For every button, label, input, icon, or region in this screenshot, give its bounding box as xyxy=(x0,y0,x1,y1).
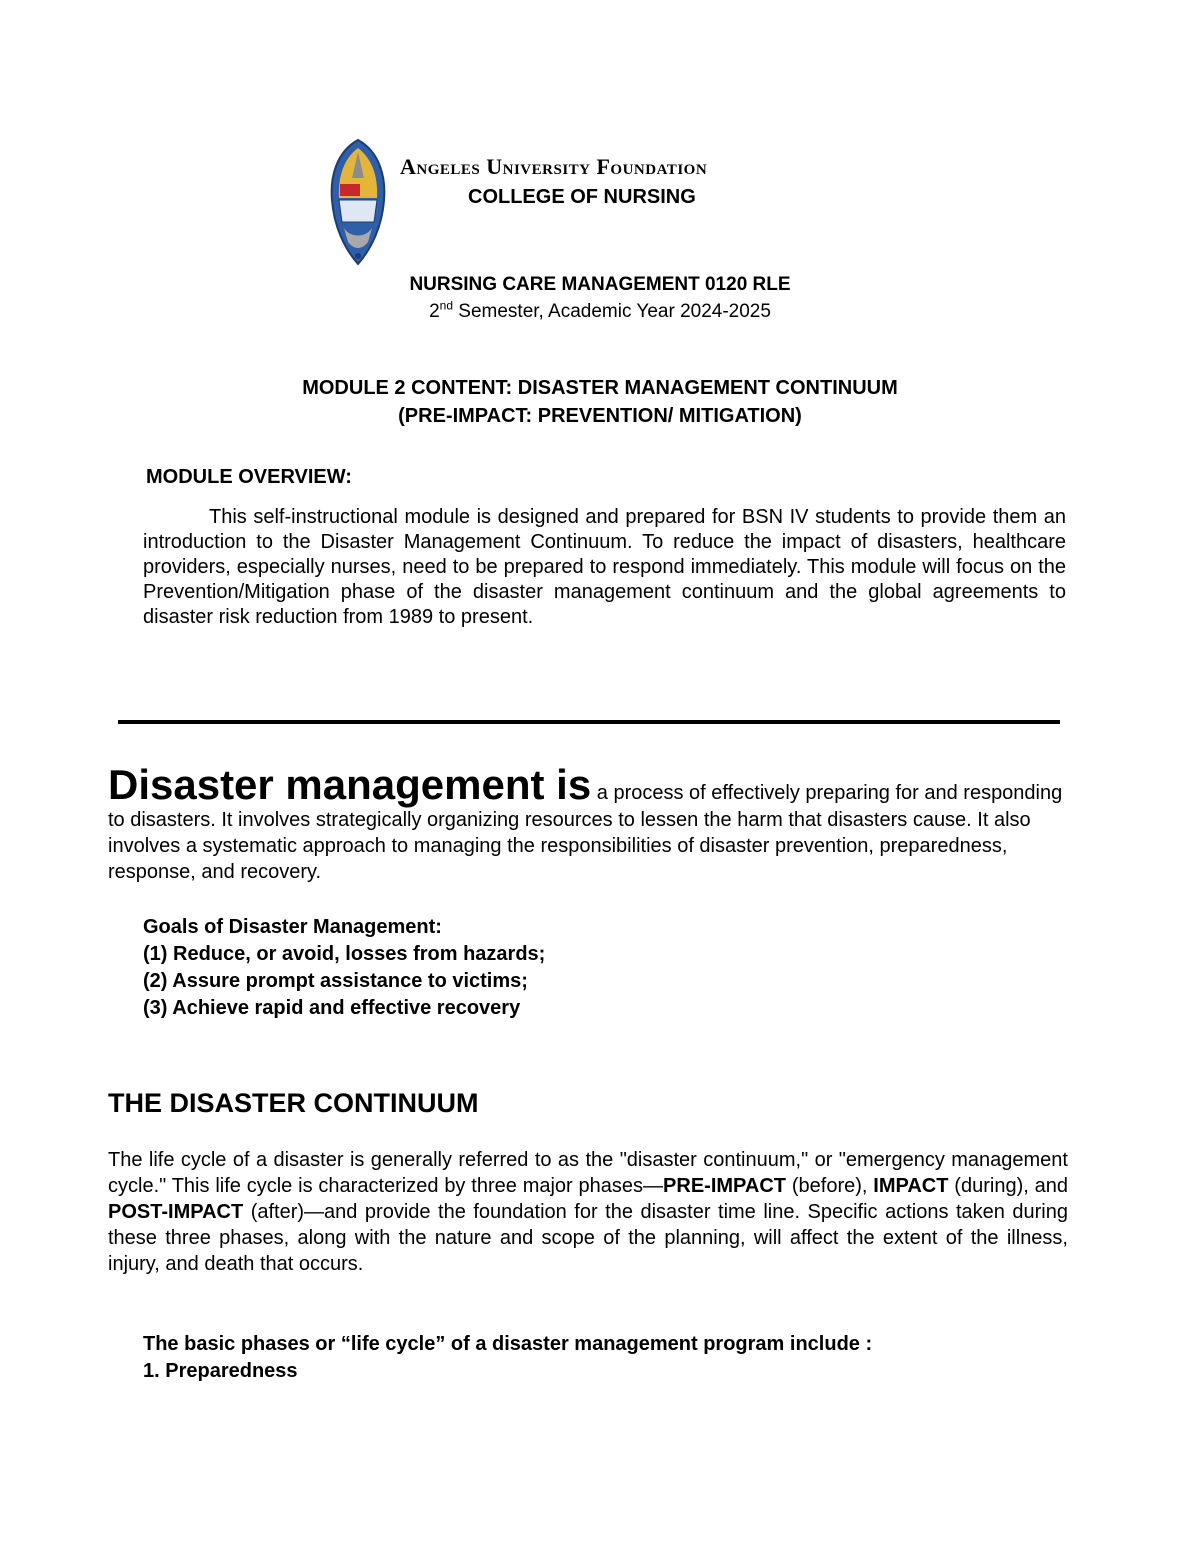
definition-text: a process of effectively preparing for and responding to disasters. It involves strategically organizing resources to lessen the harm that disasters cause. It also involves a systematic approach to managing the responsibilities of disaster prevention, preparedness, response, and recovery. xyxy=(108,782,1063,883)
semester-line xyxy=(0,298,1200,323)
course-title: NURSING CARE MANAGEMENT 0120 RLE xyxy=(409,274,791,295)
phases-list xyxy=(143,1331,872,1385)
goals-list xyxy=(143,914,545,1022)
definition-paragraph xyxy=(108,763,1068,885)
university-seal-logo xyxy=(328,138,388,266)
continuum-text-3: (during), and xyxy=(948,1175,1068,1197)
overview-text: This self-instructional module is designed and prepared for BSN IV students to provide them an introduction to the Disaster Management Continuum. To reduce the impact of disasters, healthcare providers, especially nurses, need to be prepared to respond immediately. This module will focus on the Prevention/Mitigation phase of the disaster management continuum and the global agreements to disaster risk reduction from 1989 to present. xyxy=(143,506,1066,628)
college-name: COLLEGE OF NURSING xyxy=(468,186,696,208)
goal-item: (3) Achieve rapid and effective recovery xyxy=(143,997,521,1019)
overview-paragraph xyxy=(143,505,1066,630)
semester-suffix: nd xyxy=(439,298,453,313)
continuum-heading: THE DISASTER CONTINUUM xyxy=(108,1088,479,1118)
continuum-paragraph xyxy=(108,1147,1068,1277)
phase-impact: IMPACT xyxy=(873,1175,949,1197)
phases-heading: The basic phases or “life cycle” of a disaster management program include : xyxy=(143,1333,873,1355)
phase-post-impact: POST-IMPACT xyxy=(108,1201,244,1223)
phase-item: 1. Preparedness xyxy=(143,1360,298,1382)
semester-text: Semester, Academic Year 2024-2025 xyxy=(453,301,771,322)
module-title: MODULE 2 CONTENT: DISASTER MANAGEMENT CONTINUUM xyxy=(302,377,898,399)
continuum-text-4: (after)—and provide the foundation for the disaster time line. Specific actions taken during these three phases, along with the nature and scope of the planning, will affect the extent of the illness, injury, and death that occurs. xyxy=(108,1201,1068,1275)
goals-heading: Goals of Disaster Management: xyxy=(143,916,442,938)
section-divider xyxy=(118,720,1060,724)
semester-ordinal: 2 xyxy=(429,301,440,322)
overview-heading: MODULE OVERVIEW: xyxy=(146,466,352,488)
phase-pre-impact: PRE-IMPACT xyxy=(663,1175,787,1197)
continuum-text-1: The life cycle of a disaster is generally referred to as the "disaster continuum," or "emergency management cycle." This life cycle is characterized by three major phases— xyxy=(108,1149,1068,1197)
university-name: Angeles University Foundation xyxy=(400,154,708,179)
goal-item: (1) Reduce, or avoid, losses from hazards; xyxy=(143,943,546,965)
definition-lead: Disaster management is xyxy=(108,761,592,808)
goal-item: (2) Assure prompt assistance to victims; xyxy=(143,970,528,992)
continuum-text-2: (before), xyxy=(786,1175,874,1197)
module-subtitle: (PRE-IMPACT: PREVENTION/ MITIGATION) xyxy=(398,405,802,427)
